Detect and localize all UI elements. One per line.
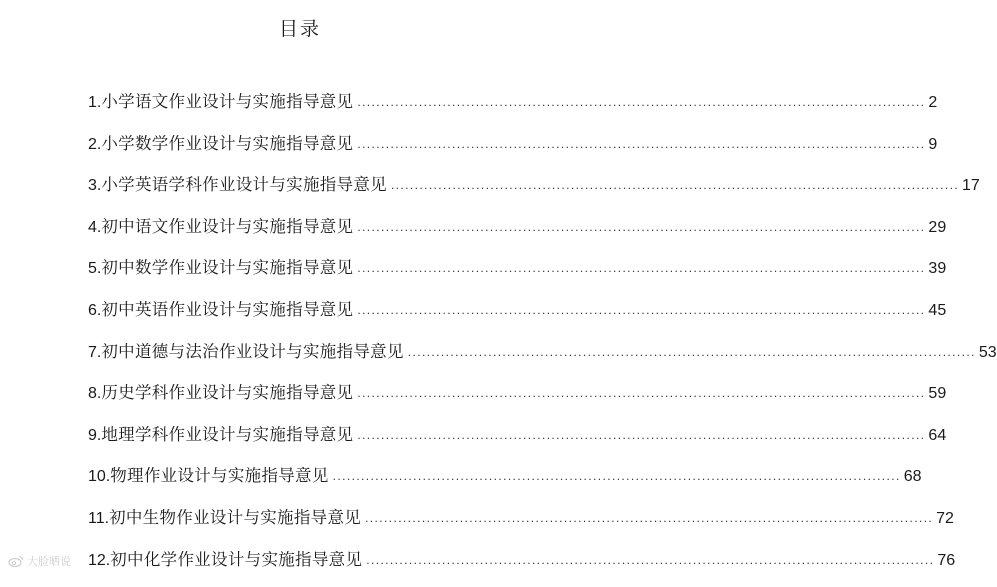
toc-entry-number: 4. — [88, 218, 102, 236]
toc-entry[interactable] — [88, 254, 947, 296]
toc-dot-leader: ........................................................................................................................ — [357, 219, 926, 234]
toc-dot-leader: ........................................................................................................................ — [357, 427, 926, 442]
toc-entry[interactable] — [88, 379, 947, 421]
toc-entry[interactable] — [88, 421, 947, 463]
toc-entry-page: 68 — [903, 468, 922, 486]
toc-entry-page: 53 — [978, 343, 997, 361]
toc-title: 目录 — [278, 18, 321, 40]
toc-entry[interactable] — [88, 171, 980, 213]
toc-entry-title: 初中英语作业设计与实施指导意见 — [101, 299, 354, 319]
toc-entry-page: 45 — [928, 301, 947, 319]
toc-entry-title: 初中化学作业设计与实施指导意见 — [110, 549, 363, 569]
toc-entry-number: 2. — [88, 135, 102, 153]
toc-entry-page: 72 — [936, 509, 954, 527]
toc-entry-page: 2 — [928, 94, 938, 111]
toc-dot-leader: ........................................................................................................................ — [357, 136, 926, 151]
toc-entry[interactable] — [88, 296, 947, 338]
toc-dot-leader: ........................................................................................................................ — [357, 95, 926, 109]
toc-entry-number: 9. — [88, 426, 102, 444]
toc-entry[interactable] — [88, 88, 938, 130]
toc-entry-page: 64 — [928, 426, 947, 444]
toc-entry-number: 10. — [88, 468, 111, 486]
toc-entry-title: 小学语文作业设计与实施指导意见 — [101, 92, 354, 111]
toc-dot-leader: ........................................................................................................................ — [357, 302, 926, 317]
toc-entry-number: 8. — [88, 385, 102, 403]
toc-list — [88, 88, 997, 587]
toc-entry[interactable] — [88, 338, 997, 380]
toc-entry-title: 历史学科作业设计与实施指导意见 — [101, 383, 354, 403]
toc-entry-page: 59 — [928, 385, 947, 403]
toc-entry-title: 小学数学作业设计与实施指导意见 — [101, 133, 354, 153]
toc-entry-page: 76 — [937, 551, 956, 569]
toc-dot-leader: ........................................................................................................................ — [357, 261, 926, 276]
toc-dot-leader: ........................................................................................................................ — [390, 178, 960, 193]
toc-entry-title: 初中生物作业设计与实施指导意见 — [109, 507, 362, 527]
toc-dot-leader: ........................................................................................................................ — [366, 552, 935, 567]
toc-entry-page: 9 — [928, 135, 938, 153]
toc-entry-title: 物理作业设计与实施指导意见 — [110, 466, 329, 486]
toc-entry-title: 初中语文作业设计与实施指导意见 — [101, 216, 354, 236]
toc-entry-number: 1. — [88, 94, 102, 111]
toc-entry[interactable] — [88, 462, 922, 504]
toc-entry[interactable] — [88, 213, 947, 255]
watermark-text: 大脸晒说 — [27, 555, 71, 568]
toc-dot-leader: ........................................................................................................................ — [332, 469, 901, 484]
toc-entry-number: 6. — [88, 301, 102, 319]
weibo-icon — [8, 555, 24, 567]
toc-entry-number: 12. — [88, 551, 111, 569]
toc-entry-title: 初中数学作业设计与实施指导意见 — [101, 258, 354, 278]
toc-dot-leader: ........................................................................................................................ — [357, 386, 926, 401]
toc-entry-page: 17 — [962, 177, 980, 195]
toc-dot-leader: ........................................................................................................................ — [365, 510, 934, 525]
toc-entry-title: 初中道德与法治作业设计与实施指导意见 — [101, 341, 404, 361]
toc-dot-leader: ........................................................................................................................ — [407, 344, 976, 359]
toc-entry[interactable] — [88, 130, 938, 172]
toc-entry[interactable] — [88, 504, 954, 546]
toc-entry-title: 地理学科作业设计与实施指导意见 — [101, 424, 354, 444]
toc-entry-number: 3. — [88, 177, 102, 195]
toc-entry-page: 29 — [928, 218, 947, 236]
toc-entry-title: 小学英语学科作业设计与实施指导意见 — [101, 175, 387, 195]
toc-entry[interactable] — [88, 546, 956, 587]
watermark — [8, 553, 71, 569]
toc-entry-number: 7. — [88, 343, 102, 361]
toc-entry-number: 11. — [88, 509, 110, 527]
toc-entry-page: 39 — [928, 260, 947, 278]
toc-entry-number: 5. — [88, 260, 102, 278]
